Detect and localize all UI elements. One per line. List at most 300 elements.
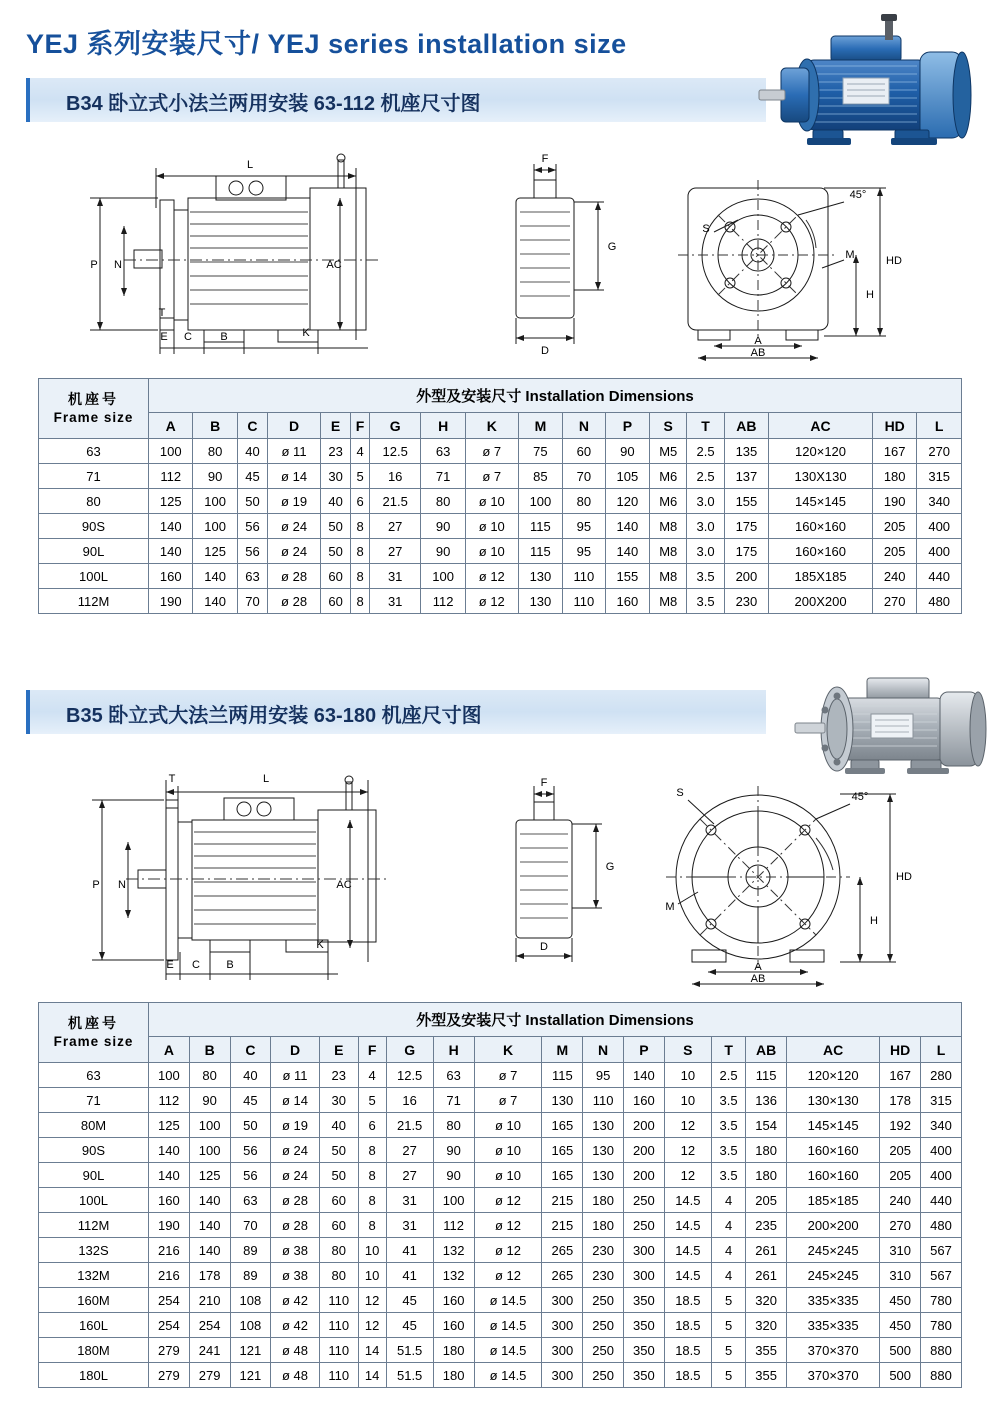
table-cell: 21.5 [369,489,420,514]
table-cell: 300 [623,1263,664,1288]
table-cell: 121 [230,1363,271,1388]
table-cell: 140 [149,1138,190,1163]
col-N: N [583,1037,624,1063]
table-cell: M8 [650,589,687,614]
table-cell: 3.5 [711,1163,745,1188]
table-cell: 100 [193,514,237,539]
table-cell: 320 [746,1288,787,1313]
table-cell: ø 12 [474,1263,542,1288]
table-cell: 14.5 [664,1263,711,1288]
col-H: H [433,1037,474,1063]
section-header-b34-text: B34 卧立式小法兰两用安装 63-112 机座尺寸图 [66,93,481,115]
table-row [39,539,962,564]
table-cell: 440 [917,564,962,589]
table-cell: 60 [320,589,350,614]
table-cell: 85 [518,464,562,489]
table-cell: 279 [149,1363,190,1388]
table-cell: 71 [433,1088,474,1113]
table-cell: ø 38 [271,1238,320,1263]
table-frame-header: 机座号 Frame size [39,1003,149,1063]
table-cell: 16 [386,1088,433,1113]
table-cell: 241 [189,1338,230,1363]
table-cell: 175 [724,514,768,539]
table-cell: 240 [872,564,916,589]
dim-label-AB: AB [750,347,766,359]
col-AB: AB [724,413,768,439]
dim-label-B: B [220,331,228,343]
table-cell: 110 [319,1288,358,1313]
dim-label-P: P [90,259,98,271]
dim-label-H: H [866,289,874,301]
table-cell: 70 [230,1213,271,1238]
table-cell: 90 [433,1138,474,1163]
table-cell: 16 [369,464,420,489]
table-cell: 3.5 [687,564,724,589]
table-cell: 2.5 [711,1063,745,1088]
table-cell: 500 [880,1338,921,1363]
table-cell: ø 10 [465,539,518,564]
table-cell: 18.5 [664,1338,711,1363]
dim-label-N: N [118,879,126,891]
table-cell: 27 [369,539,420,564]
table-cell: 90 [421,514,465,539]
table-cell: 110 [319,1338,358,1363]
table-cell: ø 7 [465,464,518,489]
table-cell: ø 14 [271,1088,320,1113]
col-B: B [189,1037,230,1063]
table-cell: 160 [433,1288,474,1313]
table-cell: ø 12 [474,1213,542,1238]
table-column-header-row [39,1037,962,1063]
table-cell: 400 [921,1138,962,1163]
table-cell: 112 [421,589,465,614]
table-cell: ø 7 [474,1063,542,1088]
table-cell: 75 [518,439,562,464]
table-cell: M5 [650,439,687,464]
table-cell: 136 [746,1088,787,1113]
table-cell: 40 [320,489,350,514]
dim-label-G: G [605,861,615,873]
table-cell: 80 [563,489,606,514]
col-L: L [921,1037,962,1063]
table-cell: 23 [320,439,350,464]
col-HD: HD [872,413,916,439]
diagram-b35 [38,752,938,992]
table-cell: 45 [230,1088,271,1113]
table-cell: ø 7 [474,1088,542,1113]
dim-label-45deg: 45° [849,189,867,201]
table-cell: 175 [724,539,768,564]
table-cell: 125 [149,489,193,514]
table-cell: 350 [623,1288,664,1313]
table-cell: ø 12 [474,1188,542,1213]
table-cell: 300 [623,1238,664,1263]
table-cell: 112 [149,1088,190,1113]
col-E: E [319,1037,358,1063]
table-cell: 310 [880,1238,921,1263]
dim-label-M: M [665,901,675,913]
table-cell: 110 [563,589,606,614]
table-cell: ø 12 [465,589,518,614]
table-cell: 80 [193,439,237,464]
table-cell: 50 [320,539,350,564]
table-cell: 165 [542,1113,583,1138]
cell-frame-size: 180L [39,1363,149,1388]
dim-label-F: F [540,777,548,789]
table-cell: 5 [711,1288,745,1313]
table-cell: 10 [358,1263,386,1288]
cell-frame-size: 100L [39,1188,149,1213]
table-cell: 245×245 [786,1238,879,1263]
table-cell: 155 [605,564,649,589]
table-cell: 340 [921,1113,962,1138]
table-cell: 110 [563,564,606,589]
col-A: A [149,1037,190,1063]
table-cell: 14 [358,1338,386,1363]
table-cell: 8 [358,1213,386,1238]
table-cell: 190 [149,589,193,614]
col-S: S [664,1037,711,1063]
table-cell: 100 [149,1063,190,1088]
table-cell: 5 [351,464,370,489]
table-cell: 12 [664,1163,711,1188]
table-row [39,514,962,539]
table-cell: 108 [230,1288,271,1313]
table-row [39,464,962,489]
table-cell: 880 [921,1363,962,1388]
table-cell: 400 [917,539,962,564]
table-cell: 100 [193,489,237,514]
table-cell: 355 [746,1363,787,1388]
table-cell: 230 [583,1238,624,1263]
table-cell: 8 [358,1163,386,1188]
table-cell: 8 [351,514,370,539]
table-cell: 200 [623,1163,664,1188]
table-cell: 105 [605,464,649,489]
table-cell: 12 [664,1138,711,1163]
table-cell: ø 42 [271,1313,320,1338]
table-row [39,589,962,614]
table-cell: 160 [623,1088,664,1113]
table-cell: 30 [319,1088,358,1113]
table-cell: 90 [605,439,649,464]
table-cell: 4 [711,1263,745,1288]
table-cell: ø 11 [271,1063,320,1088]
table-cell: 265 [542,1263,583,1288]
table-cell: 215 [542,1188,583,1213]
table-cell: 95 [583,1063,624,1088]
table-cell: 3.5 [711,1088,745,1113]
dim-label-E: E [160,331,168,343]
col-T: T [687,413,724,439]
table-cell: 70 [563,464,606,489]
dim-label-H: H [870,915,878,927]
table-cell: 120×120 [769,439,873,464]
table-cell: 18.5 [664,1288,711,1313]
table-cell: 160 [149,1188,190,1213]
table-cell: ø 14.5 [474,1338,542,1363]
table-cell: 115 [746,1063,787,1088]
table-cell: ø 14.5 [474,1313,542,1338]
table-cell: 279 [149,1338,190,1363]
table-cell: 135 [724,439,768,464]
table-cell: 112 [149,464,193,489]
col-D: D [271,1037,320,1063]
table-cell: 89 [230,1238,271,1263]
col-G: G [386,1037,433,1063]
table-cell: 250 [583,1363,624,1388]
table-cell: 63 [433,1063,474,1088]
table-cell: 300 [542,1363,583,1388]
table-cell: 500 [880,1363,921,1388]
table-cell: 190 [149,1213,190,1238]
table-cell: 2.5 [687,439,724,464]
table-cell: 140 [193,589,237,614]
table-cell: 178 [189,1263,230,1288]
cell-frame-size: 90L [39,1163,149,1188]
table-cell: 140 [189,1238,230,1263]
dim-label-E: E [166,959,174,971]
cell-frame-size: 80 [39,489,149,514]
table-cell: 50 [230,1113,271,1138]
col-AB: AB [746,1037,787,1063]
col-AC: AC [786,1037,879,1063]
cell-frame-size: 71 [39,1088,149,1113]
dim-label-A: A [754,961,762,973]
table-cell: 95 [563,514,606,539]
table-cell: 140 [149,1163,190,1188]
table-cell: M8 [650,564,687,589]
table-cell: 261 [746,1238,787,1263]
table-cell: 180 [433,1338,474,1363]
table-cell: 130X130 [769,464,873,489]
table-cell: 250 [583,1313,624,1338]
table-cell: 160×160 [786,1163,879,1188]
table-cell: 5 [711,1338,745,1363]
table-cell: 216 [149,1263,190,1288]
dim-label-AB: AB [750,973,766,985]
table-cell: 137 [724,464,768,489]
table-cell: 18.5 [664,1313,711,1338]
table-cell: 10 [664,1088,711,1113]
table-cell: 250 [623,1188,664,1213]
table-cell: 230 [724,589,768,614]
table-cell: 167 [872,439,916,464]
table-cell: 160×160 [786,1138,879,1163]
table-cell: 261 [746,1263,787,1288]
table-cell: 200×200 [786,1213,879,1238]
table-cell: 10 [664,1063,711,1088]
table-cell: 270 [872,589,916,614]
table-cell: 205 [880,1163,921,1188]
table-cell: 63 [421,439,465,464]
table-cell: 50 [319,1163,358,1188]
cell-frame-size: 160M [39,1288,149,1313]
table-row [39,1338,962,1363]
table-cell: 180 [872,464,916,489]
table-cell: 8 [358,1138,386,1163]
table-cell: 215 [542,1213,583,1238]
table-cell: 205 [880,1138,921,1163]
table-cell: 80 [319,1238,358,1263]
col-H: H [421,413,465,439]
table-cell: 21.5 [386,1113,433,1138]
table-cell: 100 [189,1138,230,1163]
table-cell: 63 [230,1188,271,1213]
col-K: K [474,1037,542,1063]
table-cell: ø 42 [271,1288,320,1313]
table-cell: ø 28 [268,564,321,589]
dim-label-45deg: 45° [851,791,869,803]
table-cell: ø 24 [271,1138,320,1163]
table-cell: 31 [386,1213,433,1238]
table-cell: ø 14 [268,464,321,489]
table-row [39,1063,962,1088]
table-cell: ø 10 [465,489,518,514]
table-cell: 140 [189,1213,230,1238]
table-cell: 165 [542,1138,583,1163]
dim-label-T: T [168,773,176,785]
table-cell: 130 [542,1088,583,1113]
table-group-header: 外型及安装尺寸 Installation Dimensions [149,1003,962,1037]
table-cell: 340 [917,489,962,514]
table-cell: 8 [351,564,370,589]
table-cell: ø 28 [268,589,321,614]
table-cell: 200 [623,1138,664,1163]
table-cell: 310 [880,1263,921,1288]
table-cell: 12 [664,1113,711,1138]
table-cell: ø 28 [271,1213,320,1238]
table-cell: 480 [917,589,962,614]
table-cell: 115 [518,539,562,564]
table-cell: 140 [193,564,237,589]
table-cell: 245×245 [786,1263,879,1288]
table-cell: 240 [880,1188,921,1213]
table-cell: 200X200 [769,589,873,614]
table-cell: 70 [237,589,267,614]
table-cell: 160 [433,1313,474,1338]
cell-frame-size: 90S [39,514,149,539]
cell-frame-size: 71 [39,464,149,489]
dim-label-P: P [92,879,100,891]
cell-frame-size: 180M [39,1338,149,1363]
table-cell: ø 10 [474,1138,542,1163]
table-cell: 130 [583,1138,624,1163]
table-cell: ø 10 [474,1163,542,1188]
table-cell: 167 [880,1063,921,1088]
table-cell: 270 [917,439,962,464]
table-cell: 3.5 [711,1138,745,1163]
dim-label-K: K [302,327,310,339]
table-cell: 160×160 [769,514,873,539]
table-cell: 440 [921,1188,962,1213]
table-cell: 4 [358,1063,386,1088]
table-row [39,1288,962,1313]
table-group-header: 外型及安装尺寸 Installation Dimensions [149,379,962,413]
table-cell: 335×335 [786,1313,879,1338]
dim-label-M: M [845,249,855,261]
table-cell: 115 [518,514,562,539]
cell-frame-size: 63 [39,1063,149,1088]
table-cell: 100 [518,489,562,514]
table-cell: 51.5 [386,1363,433,1388]
table-cell: 5 [711,1313,745,1338]
table-cell: 80 [433,1113,474,1138]
table-cell: 5 [711,1363,745,1388]
table-row [39,1113,962,1138]
table-cell: ø 24 [271,1163,320,1188]
table-row [39,1363,962,1388]
col-HD: HD [880,1037,921,1063]
table-cell: ø 28 [271,1188,320,1213]
dim-label-C: C [192,959,200,971]
table-cell: 140 [149,514,193,539]
table-cell: 41 [386,1238,433,1263]
table-cell: 110 [319,1313,358,1338]
table-cell: 160 [149,564,193,589]
dim-label-T: T [158,307,166,319]
table-cell: 250 [583,1338,624,1363]
col-S: S [650,413,687,439]
dim-label-B: B [226,959,234,971]
table-cell: 80 [319,1263,358,1288]
table-cell: 120 [605,489,649,514]
table-cell: 50 [319,1138,358,1163]
table-cell: 60 [319,1188,358,1213]
table-row [39,564,962,589]
table-cell: 320 [746,1313,787,1338]
table-cell: 450 [880,1313,921,1338]
table-cell: 90 [421,539,465,564]
cell-frame-size: 112M [39,1213,149,1238]
table-cell: 100 [433,1188,474,1213]
table-cell: M8 [650,514,687,539]
dim-label-D: D [541,345,549,357]
table-cell: 6 [351,489,370,514]
table-cell: ø 12 [474,1238,542,1263]
table-cell: M6 [650,464,687,489]
table-cell: 178 [880,1088,921,1113]
table-cell: 400 [917,514,962,539]
col-G: G [369,413,420,439]
cell-frame-size: 90S [39,1138,149,1163]
table-cell: 30 [320,464,350,489]
table-row [39,1313,962,1338]
table-cell: 250 [583,1288,624,1313]
table-cell: 121 [230,1338,271,1363]
table-cell: 12 [358,1288,386,1313]
table-cell: 567 [921,1263,962,1288]
table-cell: 90 [433,1163,474,1188]
table-cell: 270 [880,1213,921,1238]
table-cell: 40 [237,439,267,464]
table-cell: ø 7 [465,439,518,464]
table-cell: 31 [386,1188,433,1213]
table-cell: 200 [724,564,768,589]
table-cell: 56 [237,539,267,564]
table-cell: 4 [711,1238,745,1263]
dim-label-HD: HD [896,871,912,883]
table-cell: 254 [189,1313,230,1338]
table-cell: 3.0 [687,489,724,514]
section-header-b34 [26,78,766,122]
table-cell: 45 [386,1313,433,1338]
table-cell: 27 [386,1163,433,1188]
table-cell: 130 [518,589,562,614]
table-cell: 180 [583,1188,624,1213]
table-cell: 180 [433,1363,474,1388]
table-cell: 780 [921,1288,962,1313]
